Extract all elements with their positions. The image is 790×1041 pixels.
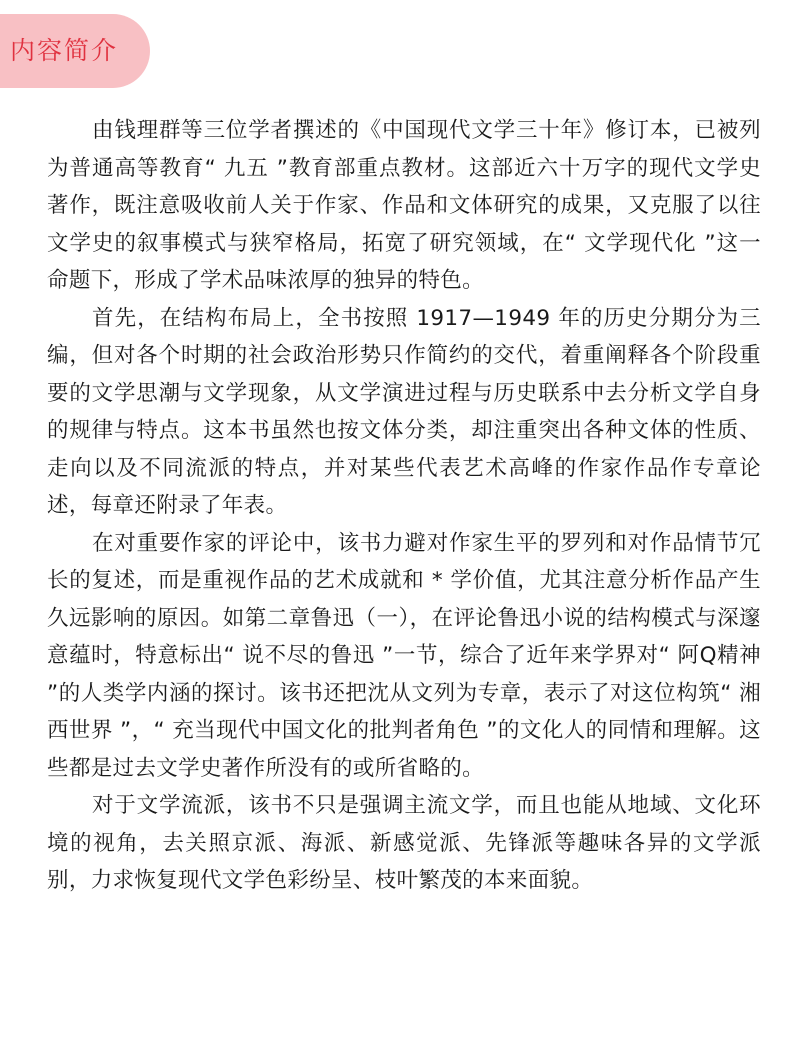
paragraph: 由钱理群等三位学者撰述的《中国现代文学三十年》修订本，已被列为普通高等教育“ 九五 ”教育部重点教材。这部近六十万字的现代文学史著作，既注意吸收前人关于作家、作品和文体研究的成果，又克服了以往文学史的叙事模式与狭窄格局，拓宽了研究领域，在“ 文学现代化 ”这一命题下，形成了学术品味浓厚的独异的特色。 (47, 118, 761, 293)
paragraph: 首先，在结构布局上，全书按照 1917—1949 年的历史分期分为三编，但对各个时期的社会政治形势只作简约的交代，着重阐释各个阶段重要的文学思潮与文学现象，从文学演进过程与历史联系中去分析文学自身的规律与特点。这本书虽然也按文体分类，却注重突出各种文体的性质、走向以及不同流派的特点，并对某些代表艺术高峰的作家作品作专章论述，每章还附录了年表。 (47, 305, 761, 518)
paragraph: 在对重要作家的评论中，该书力避对作家生平的罗列和对作品情节冗长的复述，而是重视作品的艺术成就和 * 学价值，尤其注意分析作品产生久远影响的原因。如第二章鲁迅（一），在评论鲁迅小说的结构模式与深邃意蕴时，特意标出“ 说不尽的鲁迅 ”一节，综合了近年来学界对“ 阿Q精神 ”的人类学内涵的探讨。该书还把沈从文列为专章，表示了对这位构筑“ 湘西世界 ”，“ 充当现代中国文化的批判者角色 ”的文化人的同情和理解。这些都是过去文学史著作所没有的或所省略的。 (47, 530, 761, 781)
paragraph: 对于文学流派，该书不只是强调主流文学，而且也能从地域、文化环境的视角，去关照京派、海派、新感觉派、先锋派等趣味各异的文学派别，力求恢复现代文学色彩纷呈、枝叶繁茂的本来面貌。 (47, 793, 761, 893)
section-title: 内容简介 (10, 36, 119, 65)
section-header-tab (0, 14, 150, 88)
book-introduction-text (47, 112, 761, 900)
